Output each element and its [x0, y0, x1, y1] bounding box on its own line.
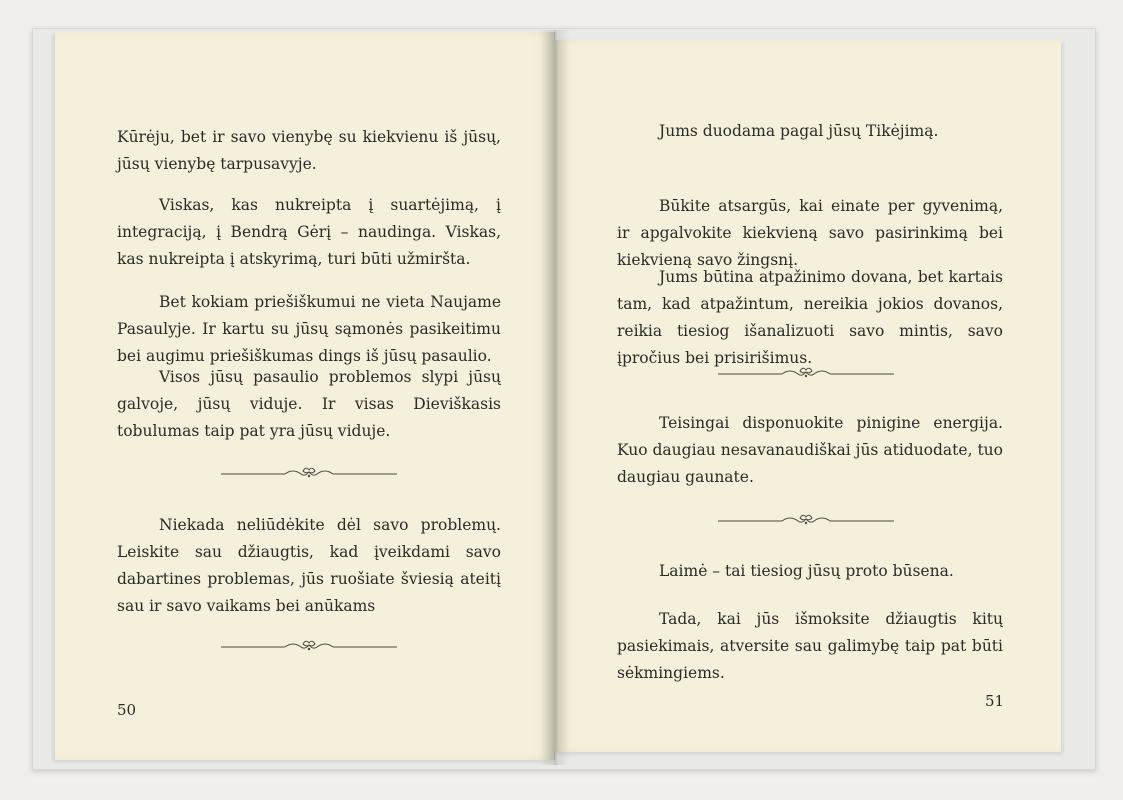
left-page: [55, 32, 555, 760]
paragraph: Viskas, kas nukreipta į suartėjimą, į integraciją, į Bendrą Gėrį – naudinga. Viskas, kas nukreipta į atskyrimą, turi būti užmiršta.: [117, 196, 501, 268]
right-page: [553, 40, 1061, 752]
paragraph: Kūrėju, bet ir savo vienybę su kiekvienu iš jūsų, jūsų vienybę tarpusavyje.: [117, 128, 501, 173]
book-spine: [540, 30, 570, 765]
paragraph: Laimė – tai tiesiog jūsų proto būsena.: [659, 562, 954, 580]
page-number: 50: [117, 701, 137, 719]
page-number: 51: [985, 692, 1005, 710]
paragraph: Teisingai disponuokite pinigine energija. Kuo daugiau nesavanaudiškai jūs atiduodate, tuo daugiau gaunate.: [617, 414, 1003, 486]
floral-divider-icon: [221, 465, 397, 481]
paragraph: Jums būtina atpažinimo dovana, bet kartais tam, kad atpažintum, nereikia jokios dovanos, reikia tiesiog išanalizuoti savo mintis, savo įpročius bei prisirišimus.: [617, 268, 1003, 367]
paragraph: Būkite atsargūs, kai einate per gyvenimą, ir apgalvokite kiekvieną savo pasirinkimą bei kiekvieną savo žingsnį.: [617, 197, 1003, 269]
paragraph: Bet kokiam priešiškumui ne vieta Naujame Pasaulyje. Ir kartu su jūsų sąmonės pasikeitimu bei augimu priešiškumas dings iš jūsų pasaulio.: [117, 293, 501, 365]
paragraph: Jums duodama pagal jūsų Tikėjimą.: [659, 122, 939, 140]
paragraph: Visos jūsų pasaulio problemos slypi jūsų galvoje, jūsų viduje. Ir visas Dieviškasis tobulumas taip pat yra jūsų viduje.: [117, 368, 501, 440]
paragraph: Niekada neliūdėkite dėl savo problemų. Leiskite sau džiaugtis, kad įveikdami savo dabartines problemas, jūs ruošiate šviesią ateitį sau ir savo vaikams bei anūkams: [117, 516, 501, 615]
floral-divider-icon: [718, 365, 894, 381]
floral-divider-icon: [221, 638, 397, 654]
floral-divider-icon: [718, 512, 894, 528]
paragraph: Tada, kai jūs išmoksite džiaugtis kitų pasiekimais, atversite sau galimybę taip pat būti sėkmingiems.: [617, 610, 1003, 682]
